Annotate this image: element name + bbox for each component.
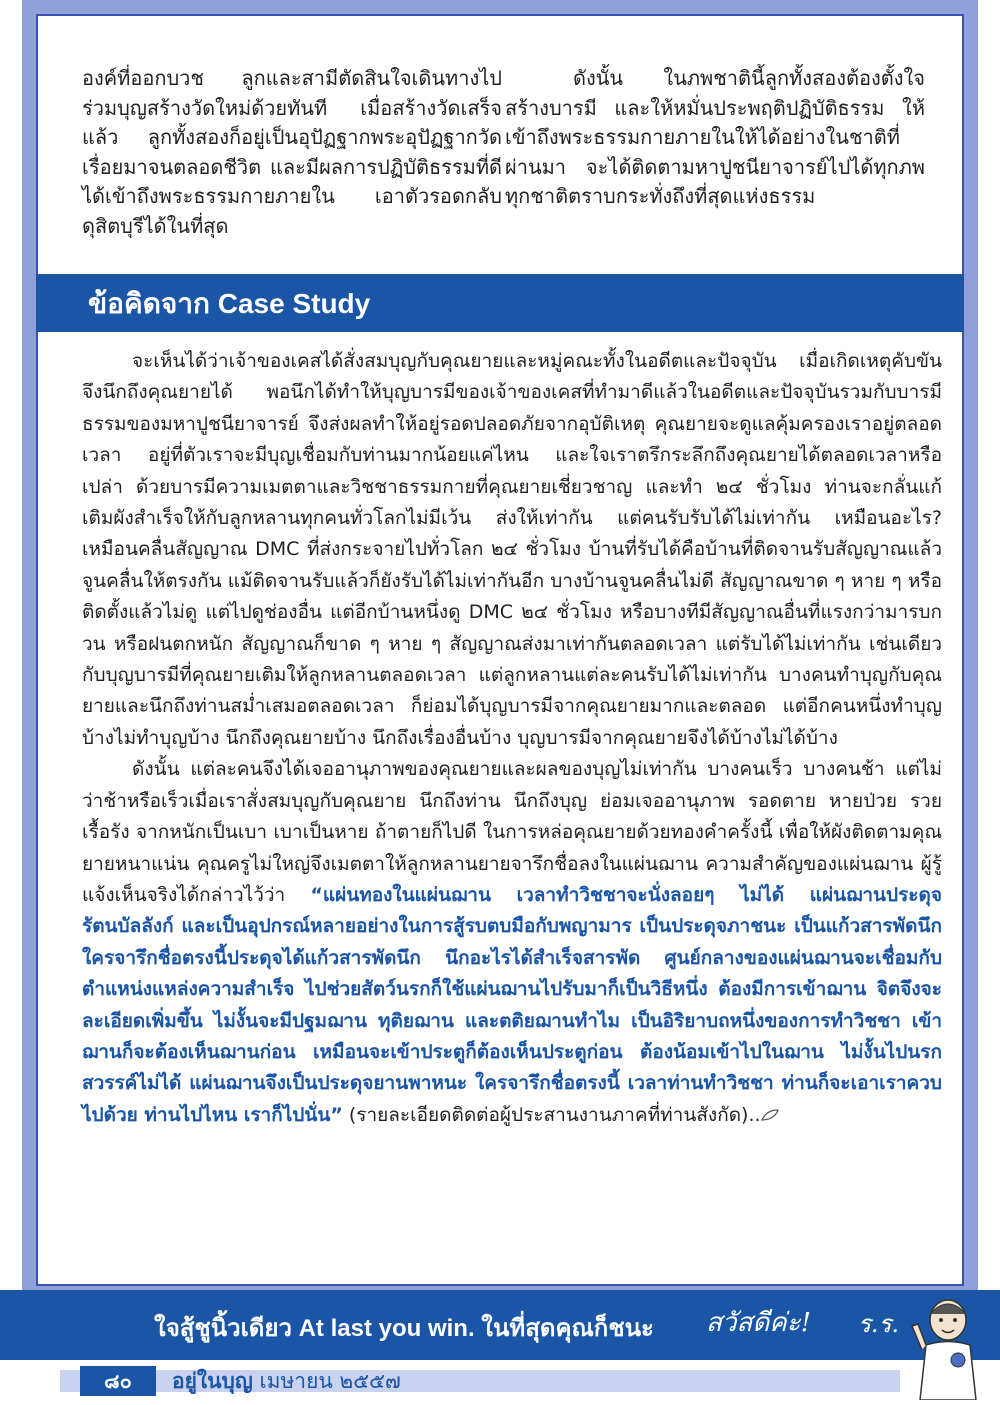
top-right-text: ดังนั้น ในภพชาตินี้ลูกทั้งสองต้องตั้งใจสร้างบารมี และให้หมั่นประพฤติปฏิบัติธรรม ให้เข้าถึงพระธรรมกายภายในให้ได้อย่างในชาติที่ผ่านมา จะได้ติดตามหาปูชนียาจารย์ไปได้ทุกภพทุกชาติตราบกระทั่งถึงที่สุดแห่งธรรม [505,66,925,208]
leaf-icon [761,1109,779,1121]
footer-tagline: ใจสู้ชูนิ้วเดียว At last you win. ในที่สุดคุณก็ชนะ [154,1315,654,1342]
footer-bar [0,1290,1000,1360]
paragraph-1: จะเห็นได้ว่าเจ้าของเคสได้สั่งสมบุญกับคุณยายและหมู่คณะทั้งในอดีตและปัจจุบัน เมื่อเกิดเหตุคับขันจึงนึกถึงคุณยายได้ พอนึกได้ทำให้บุญบารมีของเจ้าของเคสที่ทำมาดีแล้วในอดีตและปัจจุบันรวมกับบารมีธรรมของมหาปูชนียาจารย์ จึงส่งผลทำให้อยู่รอดปลอดภัยจากอุบัติเหตุ คุณยายจะดูแลคุ้มครองเราอยู่ตลอดเวลา อยู่ที่ตัวเราจะมีบุญเชื่อมกับท่านมากน้อยแค่ไหน และใจเราตรึกระลึกถึงคุณยายได้ตลอดเวลาหรือเปล่า ด้วยบารมีความเมตตาและวิชชาธรรมกายที่คุณยายเชี่ยวชาญ และทำ ๒๔ ชั่วโมง ท่านจะกลั่นแก้ เติมผังสำเร็จให้กับลูกหลานทุกคนทั่วโลกไม่มีเว้น ส่งให้เท่ากัน แต่คนรับรับได้ไม่เท่ากัน เหมือนอะไร? เหมือนคลื่นสัญญาณ DMC ที่ส่งกระจายไปทั่วโลก ๒๔ ชั่วโมง บ้านที่รับได้คือบ้านที่ติดจานรับสัญญาณแล้วจูนคลื่นให้ตรงกัน แม้ติดจานรับแล้วก็ยังรับได้ไม่เท่ากันอีก บางบ้านจูนคลื่นไม่ดี สัญญาณขาด ๆ หาย ๆ หรือติดตั้งแล้วไม่ดู แต่ไปดูช่องอื่น แต่อีกบ้านหนึ่งดู DMC ๒๔ ชั่วโมง หรือบางทีมีสัญญาณอื่นที่แรงกว่ามารบกวน หรือฝนตกหนัก สัญญาณก็ขาด ๆ หาย ๆ สัญญาณส่งมาเท่ากันตลอดเวลา แต่รับได้ไม่เท่ากัน เช่นเดียวกับบุญบารมีที่คุณยายเติมให้ลูกหลานตลอดเวลา แต่ลูกหลานแต่ละคนรับได้ไม่เท่ากัน บางคนทำบุญกับคุณยายและนึกถึงท่านสม่ำเสมอตลอดเวลา ก็ย่อมได้บุญบารมีจากคุณยายมากและตลอด แต่อีกคนหนึ่งทำบุญบ้างไม่ทำบุญบ้าง นึกถึงคุณยายบ้าง นึกถึงเรื่องอื่นบ้าง บุญบารมีจากคุณยายจึงได้บ้างไม่ได้บ้าง [82,350,942,749]
top-right-column [505,64,925,212]
article-body [82,346,942,1131]
signature-mark: ร.ร. [858,1310,900,1338]
quote-text: “แผ่นทองในแผ่นฌาน เวลาทำวิชชาจะนั่งลอยๆ ไม่ได้ แผ่นฌานประดุจรัตนบัลลังก์ และเป็นอุปกรณ์หลายอย่างในการสู้รบตบมือกับพญามาร เป็นประดุจภาชนะ เป็นแก้วสารพัดนึก ใครจารึกชื่อตรงนี้ประดุจได้แก้วสารพัดนึก นึกอะไรได้สำเร็จสารพัด ศูนย์กลางของแผ่นฌานจะเชื่อมกับตำแหน่งแหล่งความสำเร็จ ไปช่วยสัตว์นรกก็ใช้แผ่นฌานไปรับมาก็เป็นวิธีหนึ่ง ต้องมีการเข้าฌาน จิตจึงจะละเอียดเพิ่มขึ้น ไม่งั้นจะมีปฐมฌาน ทุติยฌาน และตติยฌานทำไม เป็นอิริยาบถหนึ่งของการทำวิชชา เข้าฌานก็จะต้องเห็นฌานก่อน เหมือนจะเข้าประตูก็ต้องเห็นประตูก่อน ต้องน้อมเข้าไปในฌาน ไม่งั้นไปนรกสวรรค์ไม่ได้ แผ่นฌานจึงเป็นประดุจยานพาหนะ ใครจารึกชื่อตรงนี้ เวลาท่านทำวิชชา ท่านก็จะเอาเราควบไปด้วย ท่านไปไหน เราก็ไปนั่น” [82,883,942,1126]
page-number: ๘๐ [80,1366,156,1396]
closing-note: (รายละเอียดติดต่อผู้ประสานงานภาคที่ท่านสังกัด).. [342,1103,761,1126]
mascot-illustration-icon [898,1290,990,1400]
section-title: ข้อคิดจาก Case Study [88,288,371,319]
signature: สวัสดีค่ะ! [706,1308,812,1338]
section-header-bar [36,274,964,332]
issue-date: เมษายน ๒๕๕๗ [259,1369,401,1393]
issue-info [172,1366,401,1396]
paragraph-2-lead: ดังนั้น แต่ละคนจึงได้เจออานุภาพของคุณยายและผลของบุญไม่เท่ากัน บางคนเร็ว บางคนช้า แต่ไม่ว่าช้าหรือเร็วเมื่อเราสั่งสมบุญกับคุณยาย นึกถึงท่าน นึกถึงบุญ ย่อมเจออานุภาพ รอดตาย หายป่วย รวยเรื้อรัง จากหนักเป็นเบา เบาเป็นหาย ถ้าตายก็ไปดี ในการหล่อคุณยายด้วยทองคำครั้งนี้ เพื่อให้ผังติดตามคุณยายหนาแน่น คุณครูไม่ใหญ่จึงเมตตาให้ลูกหลานยายจารึกชื่อลงในแผ่นฌาน ความสำคัญของแผ่นฌาน ผู้รู้แจ้งเห็นจริงได้กล่าวไว้ว่า [82,758,942,906]
top-left-text: องค์ที่ออกบวช ลูกและสามีตัดสินใจเดินทางไปร่วมบุญสร้างวัดใหม่ด้วยทันที เมื่อสร้างวัดเสร็จแล้ว ลูกทั้งสองก็อยู่เป็นอุปัฏฐากพระอุปัฏฐากวัดเรื่อยมาจนตลอดชีวิต และมีผลการปฏิบัติธรรมที่ดี ได้เข้าถึงพระธรรมกายภายใน เอาตัวรอดกลับดุสิตบุรีได้ในที่สุด [82,66,502,238]
top-left-column [82,64,502,241]
paragraph-2 [82,754,942,1131]
magazine-name: อยู่ในบุญ [172,1369,253,1393]
